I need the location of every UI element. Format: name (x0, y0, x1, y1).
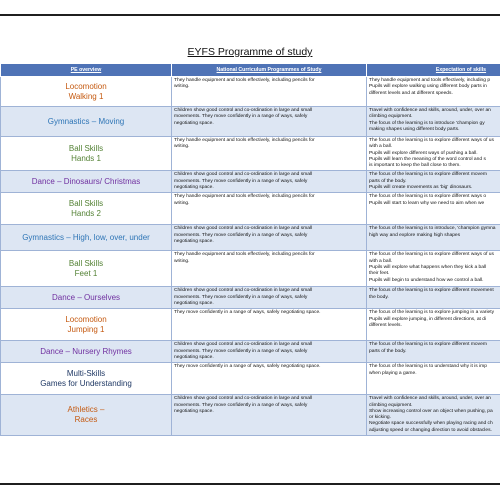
pe-overview-cell (1, 77, 172, 107)
curriculum-text-line: negotiating space. (174, 300, 214, 306)
pe-overview-cell (1, 287, 172, 309)
skills-text-line: parts of the body. (369, 348, 407, 354)
expectation-of-skills-cell (367, 171, 500, 193)
pe-overview-cell (1, 193, 172, 225)
table-row (1, 225, 500, 251)
skills-text-line: Pupils will begin to understand how we control a ball. (369, 277, 484, 283)
skills-text-line: adjusting speed or changing direction to avoid obstacles. (369, 427, 492, 433)
page-title: EYFS Programme of study (187, 46, 313, 58)
pe-overview-cell (1, 137, 172, 171)
curriculum-text-line: Children show good control and co-ordination in large and small (174, 342, 313, 348)
table-row (1, 341, 500, 363)
curriculum-text-line: movements. They move confidently in a range of ways, safely (174, 348, 308, 354)
expectation-of-skills-cell (367, 309, 500, 341)
skills-text-line: with a ball. (369, 144, 393, 150)
national-curriculum-cell (172, 193, 367, 225)
expectation-of-skills-cell (367, 287, 500, 309)
skills-text-line: The focus of the learning is to explore different ways of us (369, 138, 494, 143)
table-row (1, 193, 500, 225)
curriculum-text-line: Children show good control and co-ordination in large and small (174, 288, 313, 294)
expectation-of-skills-cell (367, 107, 500, 137)
pe-topic-label: Ball Skills (68, 258, 104, 268)
curriculum-text-line: writing. (174, 144, 190, 150)
skills-text-line: The focus of the learning is to explore different movement (369, 288, 494, 294)
top-border (0, 14, 500, 16)
bottom-border (0, 483, 500, 485)
national-curriculum-cell (172, 251, 367, 287)
curriculum-text-line: They handle equipment and tools effectively, including pencils for (174, 78, 315, 83)
skills-text-line: parts of the body. (369, 178, 407, 184)
curriculum-text-line: movements. They move confidently in a range of ways, safely (174, 232, 308, 238)
expectation-of-skills-cell (367, 137, 500, 171)
curriculum-text-line: negotiating space. (174, 238, 214, 244)
curriculum-text-line: They handle equipment and tools effectively, including pencils for (174, 138, 315, 143)
pe-topic-label: Athletics – (67, 405, 105, 415)
skills-text-line: Pupils will explore different ways of pushing a ball. (369, 150, 478, 156)
pe-overview-cell (1, 341, 172, 363)
pe-overview-cell (1, 309, 172, 341)
table-body (1, 77, 500, 436)
table-row (1, 251, 500, 287)
pe-topic-label: Dance – Nursery Rhymes (40, 346, 132, 356)
curriculum-text-line: negotiating space. (174, 354, 214, 360)
pe-topic-sublabel: Walking 1 (68, 91, 104, 101)
curriculum-text-line: writing. (174, 258, 190, 264)
expectation-of-skills-cell (367, 225, 500, 251)
curriculum-text-line: Children show good control and co-ordination in large and small (174, 108, 313, 113)
skills-text-line: The focus of the learning is to explore different movem (369, 342, 487, 348)
national-curriculum-cell (172, 225, 367, 251)
skills-text-line: Travel with confidence and skills, around, under, over an (369, 396, 491, 402)
skills-text-line: The focus of the learning is to explore jumping in a variety (369, 310, 495, 316)
national-curriculum-cell (172, 341, 367, 363)
table-row (1, 363, 500, 395)
curriculum-text-line: They move confidently in a range of ways, safely negotiating space. (174, 364, 321, 370)
curriculum-text-line: writing. (174, 84, 190, 90)
pe-overview-cell (1, 363, 172, 395)
skills-text-line: when playing a game. (369, 370, 417, 376)
expectation-of-skills-cell (367, 193, 500, 225)
table-row (1, 77, 500, 107)
pe-overview-cell (1, 171, 172, 193)
pe-topic-label: Multi-Skills (66, 368, 106, 378)
skills-text-line: their feet. (369, 271, 390, 277)
curriculum-text-line: movements. They move confidently in a range of ways, safely (174, 178, 308, 184)
pe-overview-cell (1, 107, 172, 137)
skills-text-line: Travel with confidence and skills, around, under, over an (369, 108, 491, 113)
curriculum-text-line: movements. They move confidently in a range of ways, safely (174, 294, 308, 300)
skills-text-line: Show increasing control over an object when pushing, pa (369, 408, 493, 414)
pe-topic-sublabel: Jumping 1 (67, 324, 105, 334)
skills-text-line: Pupils will explore walking using different body parts in (369, 84, 487, 90)
skills-text-line: high way and explore making high shapes (369, 232, 461, 238)
skills-text-line: Negotiate space successfully when playing racing and ch (369, 421, 493, 427)
expectation-of-skills-cell (367, 395, 500, 436)
skills-text-line: The focus of the learning is to introduce, 'champion gymna (369, 226, 496, 232)
header-row (1, 64, 500, 77)
programme-table (0, 63, 500, 436)
skills-text-line: The focus of the learning is to introduce 'champion gy (369, 120, 485, 126)
pe-topic-label: Dance – Dinosaurs/ Christmas (31, 176, 141, 186)
curriculum-text-line: writing. (174, 200, 190, 206)
pe-topic-label: Ball Skills (68, 198, 104, 208)
expectation-of-skills-cell (367, 341, 500, 363)
skills-text-line: The focus of the learning is to explore different movem (369, 172, 487, 178)
skills-text-line: The focus of the learning is to understand why it is imp (369, 364, 487, 370)
col-header-national-curriculum: National Curriculum Programmes of Study (172, 64, 367, 77)
national-curriculum-cell (172, 77, 367, 107)
col-header-pe-overview: PE overview (1, 64, 172, 77)
pe-topic-sublabel: Games for Understanding (40, 378, 132, 388)
table-row (1, 137, 500, 171)
pe-topic-label: Locomotion (65, 314, 107, 324)
national-curriculum-cell (172, 363, 367, 395)
national-curriculum-cell (172, 395, 367, 436)
skills-text-line: different levels. (369, 322, 402, 328)
skills-text-line: Pupils will create movements as 'big' dinosaurs. (369, 185, 473, 191)
table-row (1, 107, 500, 137)
skills-text-line: climbing equipment. (369, 114, 413, 120)
curriculum-text-line: negotiating space. (174, 120, 214, 126)
pe-topic-label: Gymnastics – Moving (47, 116, 125, 126)
skills-text-line: The focus of the learning is to explore different ways o (369, 194, 487, 200)
col-header-expectation-of-skills: Expectation of skills (367, 64, 500, 77)
curriculum-text-line: negotiating space. (174, 185, 214, 191)
pe-overview-cell (1, 225, 172, 251)
expectation-of-skills-cell (367, 251, 500, 287)
curriculum-text-line: They handle equipment and tools effectively, including pencils for (174, 194, 315, 200)
expectation-of-skills-cell (367, 77, 500, 107)
table-row (1, 309, 500, 341)
skills-text-line: with a ball. (369, 258, 393, 264)
national-curriculum-cell (172, 309, 367, 341)
pe-topic-sublabel: Feet 1 (74, 268, 98, 278)
curriculum-text-line: movements. They move confidently in a range of ways, safely (174, 402, 308, 408)
pe-topic-label: Locomotion (65, 81, 107, 91)
skills-text-line: is important to keep the ball close to them. (369, 163, 461, 169)
pe-topic-label: Gymnastics – High, low, over, under (22, 232, 150, 242)
pe-topic-sublabel: Hands 2 (71, 208, 101, 218)
curriculum-text-line: They handle equipment and tools effectively, including pencils for (174, 252, 315, 258)
curriculum-text-line: movements. They move confidently in a range of ways, safely (174, 114, 308, 120)
pe-overview-cell (1, 395, 172, 436)
skills-text-line: the body. (369, 294, 389, 300)
pe-overview-cell (1, 251, 172, 287)
skills-text-line: Pupils will explore jumping, in different directions, at di (369, 316, 487, 322)
national-curriculum-cell (172, 287, 367, 309)
curriculum-text-line: They move confidently in a range of ways, safely negotiating space. (174, 310, 321, 316)
skills-text-line: different levels and at different speeds. (369, 90, 453, 96)
expectation-of-skills-cell (367, 363, 500, 395)
curriculum-text-line: negotiating space. (174, 408, 214, 414)
curriculum-text-line: Children show good control and co-ordination in large and small (174, 226, 313, 232)
pe-topic-sublabel: Hands 1 (71, 153, 101, 163)
curriculum-text-line: Children show good control and co-ordination in large and small (174, 396, 313, 402)
national-curriculum-cell (172, 171, 367, 193)
skills-text-line: Pupils will start to learn why we need to aim when we (369, 200, 485, 206)
skills-text-line: Pupils will learn the meaning of the word control and s (369, 156, 486, 162)
national-curriculum-cell (172, 137, 367, 171)
pe-topic-sublabel: Races (74, 415, 98, 425)
curriculum-text-line: Children show good control and co-ordination in large and small (174, 172, 313, 178)
pe-topic-label: Ball Skills (68, 143, 104, 153)
skills-text-line: Pupils will explore what happens when they kick a ball (369, 264, 487, 270)
pe-topic-label: Dance – Ourselves (51, 292, 121, 302)
table-row (1, 287, 500, 309)
skills-text-line: climbing equipment. (369, 402, 413, 408)
skills-text-line: making shapes using different body parts. (369, 126, 460, 132)
table-row (1, 171, 500, 193)
table-row (1, 395, 500, 436)
skills-text-line: The focus of the learning is to explore different ways of us (369, 252, 494, 258)
skills-text-line: They handle equipment and tools effectively, including p (369, 78, 491, 83)
national-curriculum-cell (172, 107, 367, 137)
skills-text-line: or kicking. (369, 415, 392, 421)
